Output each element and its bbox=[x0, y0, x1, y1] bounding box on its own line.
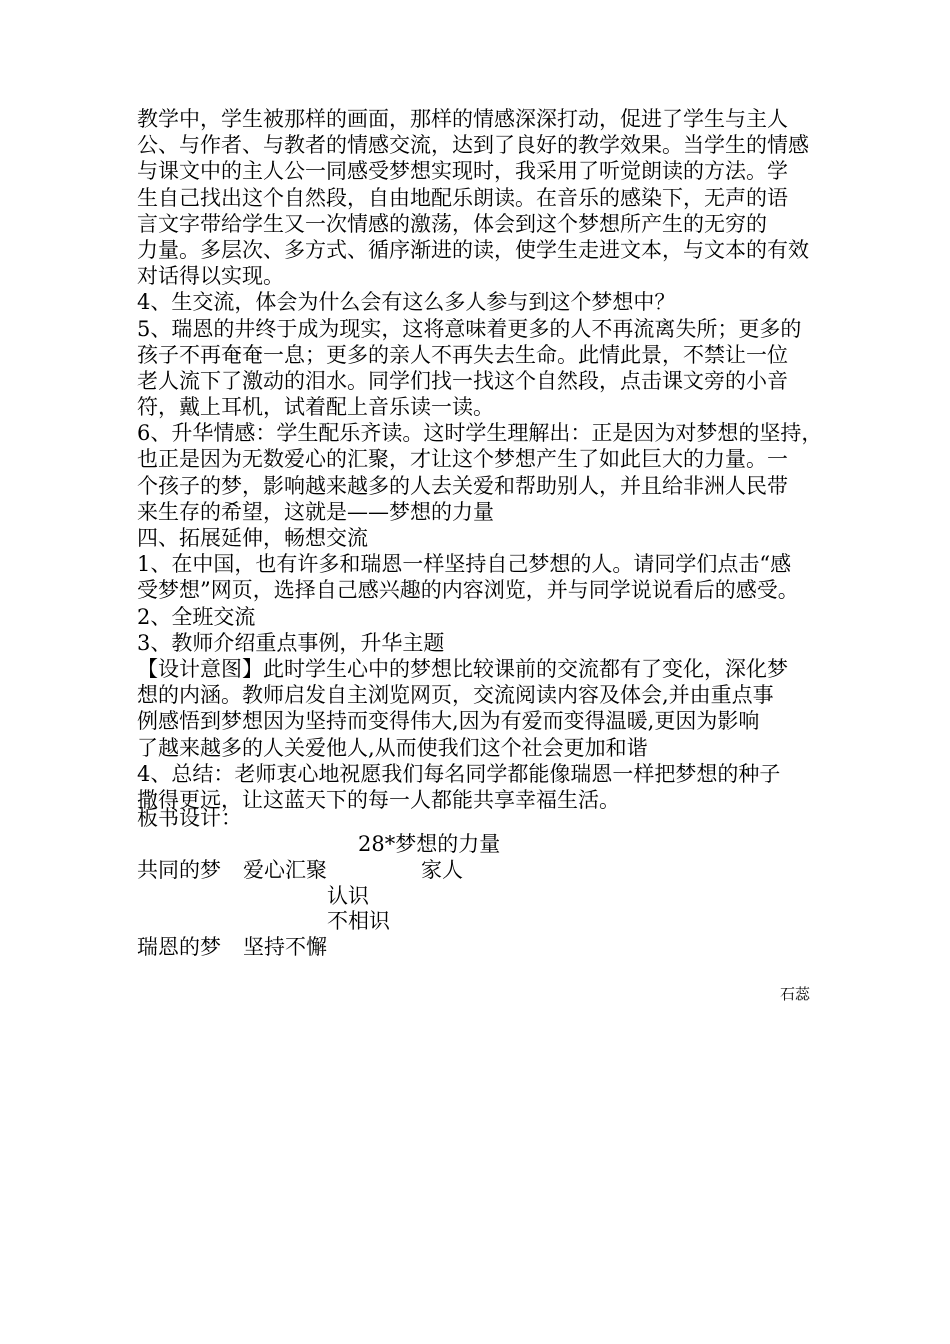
text-line: 孩子不再奄奄一息；更多的亲人不再失去生命。此情此景，不禁让一位 bbox=[137, 342, 788, 367]
body-text bbox=[137, 106, 837, 813]
text-line: 1、在中国，也有许多和瑞恩一样坚持自己梦想的人。请同学们点击“感 bbox=[137, 552, 792, 577]
board-strangers: 不相识 bbox=[327, 909, 390, 933]
text-line: 4、总结：老师衷心地祝愿我们每名同学都能像瑞恩一样把梦想的种子 bbox=[137, 761, 781, 786]
text-line: 6、升华情感：学生配乐齐读。这时学生理解出：正是因为对梦想的坚持， bbox=[137, 421, 823, 446]
board-title: 28*梦想的力量 bbox=[358, 832, 501, 856]
author-signature: 石蕊 bbox=[780, 985, 811, 1003]
text-line: 【设计意图】此时学生心中的梦想比较课前的交流都有了变化，深化梦 bbox=[137, 656, 788, 681]
board-design-heading: 板书设计： bbox=[137, 806, 242, 830]
text-line: 3、教师介绍重点事例，升华主题 bbox=[137, 630, 445, 655]
text-line: 公、与作者、与教者的情感交流，达到了良好的教学效果。当学生的情感 bbox=[137, 133, 809, 158]
text-line: 了越来越多的人关爱他人,从而使我们这个社会更加和谐 bbox=[137, 735, 648, 760]
text-line: 撒得更远，让这蓝天下的每一人都能共享幸福生活。 bbox=[137, 787, 620, 812]
text-line: 教学中，学生被那样的画面，那样的情感深深打动，促进了学生与主人 bbox=[137, 107, 788, 131]
section-heading: 四、拓展延伸，畅想交流 bbox=[137, 526, 368, 550]
text-line: 符，戴上耳机，试着配上音乐读一读。 bbox=[137, 395, 494, 420]
board-row-shared-dream: 共同的梦 bbox=[137, 858, 221, 882]
text-line: 对话得以实现。 bbox=[137, 264, 284, 289]
board-love-gathering: 爱心汇聚 bbox=[243, 858, 327, 882]
text-line: 2、全班交流 bbox=[137, 604, 256, 629]
text-line: 老人流下了激动的泪水。同学们找一找这个自然段，点击课文旁的小音 bbox=[137, 368, 788, 393]
text-line: 想的内涵。教师启发自主浏览网页，交流阅读内容及体会,并由重点事 bbox=[137, 683, 774, 708]
text-line: 4、生交流，体会为什么会有这么多人参与到这个梦想中？ bbox=[137, 290, 676, 315]
text-line: 例感悟到梦想因为坚持而变得伟大,因为有爱而变得温暖,更因为影响 bbox=[137, 709, 760, 734]
text-line: 力量。多层次、多方式、循序渐进的读，使学生走进文本，与文本的有效 bbox=[137, 237, 809, 262]
text-line: 与课文中的主人公一同感受梦想实现时，我采用了听觉朗读的方法。学 bbox=[137, 159, 788, 184]
board-row-ryan-dream: 瑞恩的梦 bbox=[137, 935, 221, 959]
board-perseverance: 坚持不懈 bbox=[243, 935, 327, 959]
board-family: 家人 bbox=[421, 858, 463, 882]
text-line: 来生存的希望，这就是——梦想的力量 bbox=[137, 499, 494, 524]
text-line: 个孩子的梦，影响越来越多的人去关爱和帮助别人，并且给非洲人民带 bbox=[137, 473, 788, 498]
text-line: 生自己找出这个自然段，自由地配乐朗读。在音乐的感染下，无声的语 bbox=[137, 185, 788, 210]
text-line: 受梦想”网页，选择自己感兴趣的内容浏览，并与同学说说看后的感受。 bbox=[137, 578, 799, 603]
text-line: 5、瑞恩的井终于成为现实，这将意味着更多的人不再流离失所；更多的 bbox=[137, 316, 802, 341]
text-line: 也正是因为无数爱心的汇聚，才让这个梦想产生了如此巨大的力量。一 bbox=[137, 447, 788, 472]
text-line: 言文字带给学生又一次情感的激荡，体会到这个梦想所产生的无穷的 bbox=[137, 211, 767, 236]
board-acquainted: 认识 bbox=[327, 884, 369, 908]
